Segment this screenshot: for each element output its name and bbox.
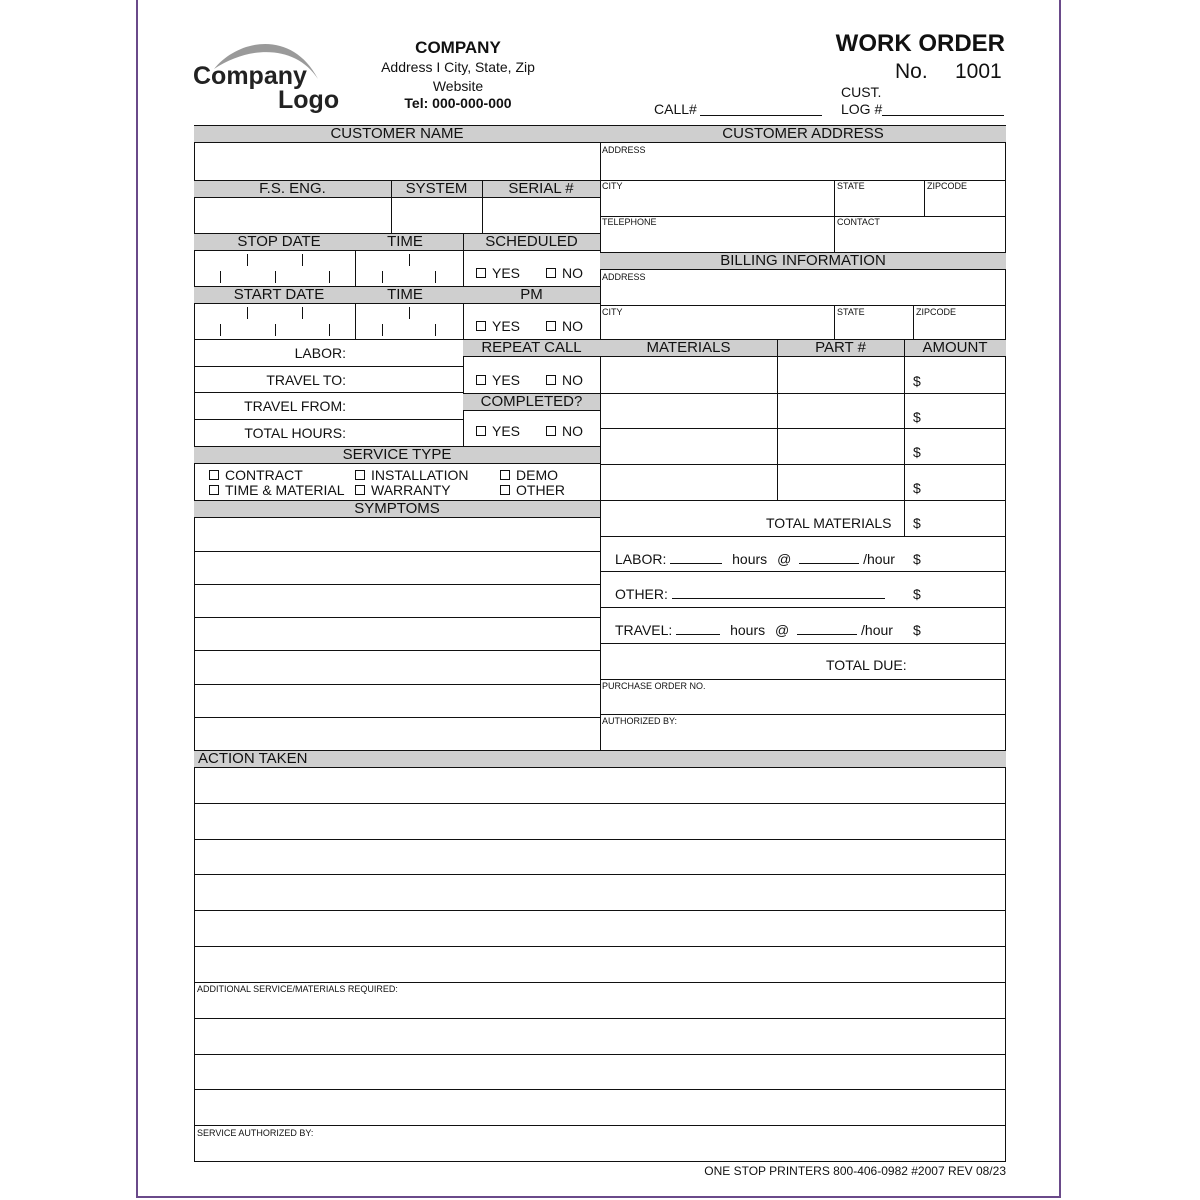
- start-time-label: TIME: [387, 286, 423, 303]
- other-line: OTHER:: [615, 586, 885, 602]
- contract-checkbox[interactable]: [209, 470, 219, 480]
- total-due-label: TOTAL DUE:: [826, 657, 907, 673]
- serial-label: SERIAL #: [508, 180, 574, 197]
- total-materials-label: TOTAL MATERIALS: [766, 515, 892, 531]
- start-date-field[interactable]: [195, 304, 462, 339]
- cust-label: CUST.: [841, 84, 882, 100]
- billing-address-label: ADDRESS: [602, 272, 646, 282]
- state-field[interactable]: [835, 192, 923, 215]
- zipcode-field[interactable]: [925, 192, 1005, 215]
- rule: [600, 536, 1006, 537]
- service-other[interactable]: OTHER: [500, 482, 565, 498]
- logo-word-logo: Logo: [278, 86, 340, 114]
- pm-yes[interactable]: YES: [476, 318, 520, 334]
- repeat-call-header: REPEAT CALL: [463, 339, 600, 357]
- repeat-no[interactable]: NO: [546, 372, 583, 388]
- completed-no-checkbox[interactable]: [546, 426, 556, 436]
- billing-city-label: CITY: [602, 307, 623, 317]
- scheduled-yes-checkbox[interactable]: [476, 268, 486, 278]
- warranty-checkbox[interactable]: [355, 485, 365, 495]
- travel-to-label: TRAVEL TO:: [266, 372, 346, 388]
- travel-dollar: $: [913, 622, 921, 638]
- stop-date-field[interactable]: [195, 251, 462, 286]
- service-authorized-field[interactable]: [195, 1139, 1005, 1161]
- telephone-field[interactable]: [601, 228, 833, 251]
- scheduled-no-checkbox[interactable]: [546, 268, 556, 278]
- pm-label: PM: [520, 286, 543, 303]
- additional-service-label: ADDITIONAL SERVICE/MATERIALS REQUIRED:: [197, 984, 398, 994]
- amount-dollar: $: [913, 480, 921, 496]
- customer-name-field[interactable]: [195, 143, 600, 180]
- other-input[interactable]: [672, 586, 885, 599]
- completed-header: COMPLETED?: [463, 393, 600, 411]
- contact-label: CONTACT: [837, 217, 880, 227]
- part-field[interactable]: [778, 394, 903, 427]
- pm-no[interactable]: NO: [546, 318, 583, 334]
- other-dollar: $: [913, 586, 921, 602]
- completed-yes-checkbox[interactable]: [476, 426, 486, 436]
- system-field[interactable]: [392, 198, 481, 233]
- system-label: SYSTEM: [405, 180, 468, 197]
- service-time-material[interactable]: TIME & MATERIAL: [209, 482, 345, 498]
- labor-rate-input[interactable]: [799, 551, 859, 564]
- rule: [600, 571, 1006, 572]
- form-title: WORK ORDER: [835, 30, 1005, 57]
- address-label: ADDRESS: [602, 145, 646, 155]
- repeat-yes-checkbox[interactable]: [476, 375, 486, 385]
- part-field[interactable]: [778, 429, 903, 463]
- company-address: Address I City, State, Zip: [381, 59, 535, 75]
- part-field[interactable]: [778, 465, 903, 499]
- company-name: COMPANY: [415, 38, 501, 57]
- additional-service-field[interactable]: [195, 995, 1005, 1124]
- service-demo[interactable]: DEMO: [500, 467, 558, 483]
- time-material-checkbox[interactable]: [209, 485, 219, 495]
- other-checkbox[interactable]: [500, 485, 510, 495]
- city-label: CITY: [602, 181, 623, 191]
- labor-dollar: $: [913, 551, 921, 567]
- part-label: PART #: [815, 339, 866, 356]
- start-date-label: START DATE: [233, 286, 325, 303]
- installation-checkbox[interactable]: [355, 470, 365, 480]
- service-type-header: SERVICE TYPE: [194, 446, 600, 464]
- order-number-label: No.: [895, 60, 928, 83]
- customer-address-field[interactable]: [601, 156, 1005, 180]
- labor-label: LABOR:: [294, 345, 346, 361]
- material-field[interactable]: [601, 358, 776, 392]
- logo-word-company: Company: [193, 62, 307, 90]
- scheduled-label: SCHEDULED: [485, 233, 578, 250]
- rule: [600, 714, 1006, 715]
- fs-eng-field[interactable]: [195, 198, 390, 233]
- travel-from-label: TRAVEL FROM:: [244, 398, 346, 414]
- printer-footer: ONE STOP PRINTERS 800-406-0982 #2007 REV 08/23: [704, 1164, 1006, 1178]
- rule: [904, 339, 905, 536]
- travel-to-field[interactable]: [350, 367, 462, 391]
- call-label: CALL#: [654, 101, 697, 117]
- repeat-no-checkbox[interactable]: [546, 375, 556, 385]
- order-number: 1001: [955, 60, 1002, 83]
- fs-eng-label: F.S. ENG.: [259, 180, 326, 197]
- travel-hours-input[interactable]: [676, 622, 720, 635]
- billing-state-field[interactable]: [835, 318, 912, 338]
- purchase-order-field[interactable]: [601, 692, 1005, 714]
- company-website: Website: [432, 78, 484, 94]
- symptoms-header: SYMPTOMS: [194, 500, 600, 518]
- scheduled-no[interactable]: NO: [546, 265, 583, 281]
- log-label: LOG #: [841, 101, 883, 117]
- material-field[interactable]: [601, 465, 776, 499]
- telephone-label: TELEPHONE: [602, 217, 657, 227]
- rule: [600, 500, 1006, 501]
- total-materials-dollar: $: [913, 515, 921, 531]
- pm-yes-checkbox[interactable]: [476, 321, 486, 331]
- material-field[interactable]: [601, 429, 776, 463]
- service-warranty[interactable]: WARRANTY: [355, 482, 451, 498]
- total-hours-label: TOTAL HOURS:: [244, 425, 346, 441]
- amount-dollar: $: [913, 409, 921, 425]
- demo-checkbox[interactable]: [500, 470, 510, 480]
- amount-label: AMOUNT: [922, 339, 988, 356]
- materials-label: MATERIALS: [646, 339, 731, 356]
- action-taken-field[interactable]: [195, 769, 1005, 981]
- rule: [600, 607, 1006, 608]
- symptoms-field[interactable]: [195, 519, 600, 750]
- billing-zipcode-label: ZIPCODE: [916, 307, 957, 317]
- labor-hours-field[interactable]: [350, 340, 462, 365]
- zipcode-label: ZIPCODE: [927, 181, 968, 191]
- city-field[interactable]: [601, 192, 833, 215]
- billing-zipcode-field[interactable]: [914, 318, 1005, 338]
- stop-date-label: STOP DATE: [237, 233, 321, 250]
- scheduled-yes[interactable]: YES: [476, 265, 520, 281]
- action-taken-header: ACTION TAKEN: [194, 750, 1006, 768]
- service-authorized-label: SERVICE AUTHORIZED BY:: [197, 1128, 314, 1138]
- authorized-by-field[interactable]: [601, 727, 1005, 749]
- billing-header: BILLING INFORMATION: [600, 252, 1006, 270]
- rule: [600, 679, 1006, 680]
- rule: [600, 643, 1006, 644]
- stop-time-label: TIME: [387, 233, 423, 250]
- billing-city-field[interactable]: [601, 318, 833, 338]
- completed-yes[interactable]: YES: [476, 423, 520, 439]
- customer-name-header: CUSTOMER NAME: [194, 125, 600, 143]
- contact-field[interactable]: [835, 228, 1005, 251]
- company-tel: Tel: 000-000-000: [404, 95, 512, 111]
- amount-dollar: $: [913, 444, 921, 460]
- state-label: STATE: [837, 181, 865, 191]
- labor-hours-input[interactable]: [670, 551, 722, 564]
- labor-line: LABOR: hours @ /hour: [615, 551, 895, 567]
- travel-from-field[interactable]: [350, 393, 462, 418]
- completed-no[interactable]: NO: [546, 423, 583, 439]
- serial-field[interactable]: [483, 198, 599, 233]
- rule: [600, 216, 1006, 217]
- service-installation[interactable]: INSTALLATION: [355, 467, 469, 483]
- pm-no-checkbox[interactable]: [546, 321, 556, 331]
- material-field[interactable]: [601, 394, 776, 427]
- purchase-order-label: PURCHASE ORDER NO.: [602, 681, 706, 691]
- repeat-yes[interactable]: YES: [476, 372, 520, 388]
- customer-address-header: CUSTOMER ADDRESS: [600, 125, 1006, 143]
- travel-rate-input[interactable]: [797, 622, 857, 635]
- billing-address-field[interactable]: [601, 283, 1005, 305]
- travel-line: TRAVEL: hours @ /hour: [615, 622, 893, 638]
- total-hours-field[interactable]: [350, 420, 462, 445]
- service-contract[interactable]: CONTRACT: [209, 467, 303, 483]
- billing-state-label: STATE: [837, 307, 865, 317]
- call-field[interactable]: [700, 115, 822, 116]
- amount-dollar: $: [913, 373, 921, 389]
- rule: [600, 305, 1006, 306]
- log-field[interactable]: [882, 115, 1004, 116]
- authorized-by-label: AUTHORIZED BY:: [602, 716, 678, 726]
- action-line: [194, 982, 1006, 983]
- additional-line: [194, 1125, 1006, 1126]
- part-field[interactable]: [778, 358, 903, 392]
